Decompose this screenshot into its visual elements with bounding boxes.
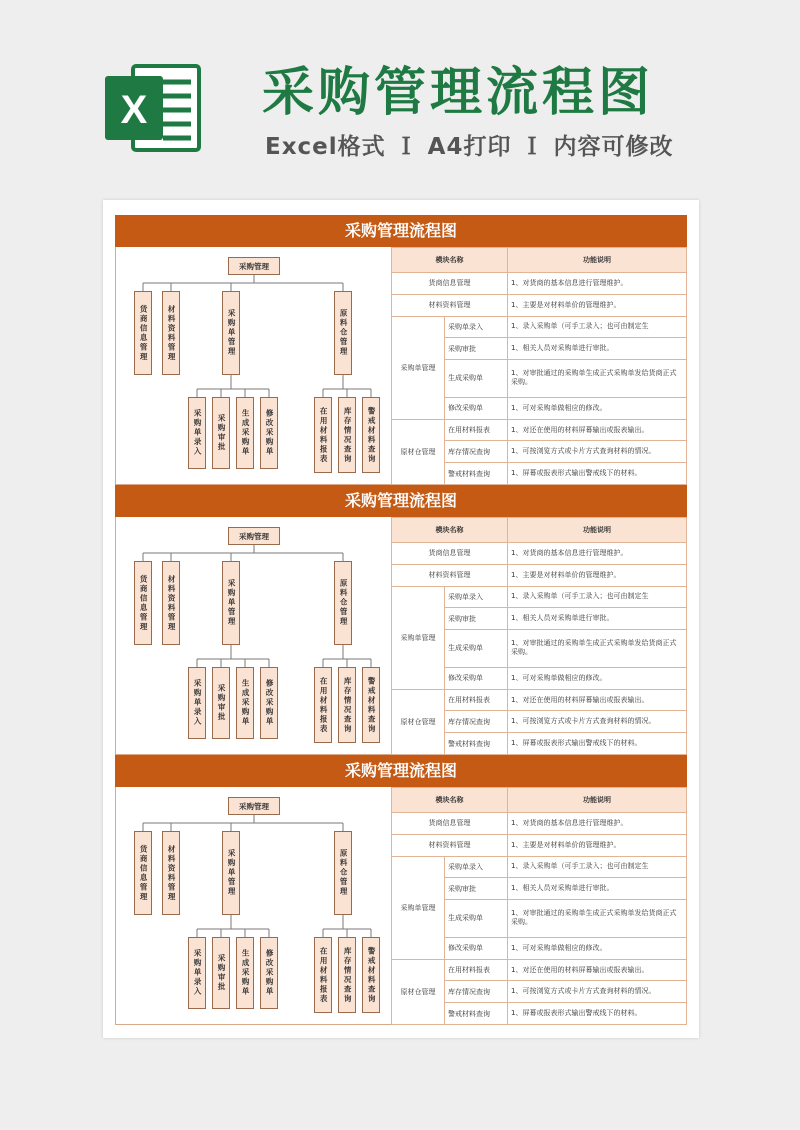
submodule-cell: 生成采购单 [445, 360, 508, 398]
chart-warehouse-child-node: 在用材料报表 [314, 397, 332, 473]
submodule-cell: 采购审批 [445, 878, 508, 900]
chart-warehouse-child-node: 库存情况查询 [338, 937, 356, 1013]
desc-cell: 1、对还在使用的材料屏幕输出或报表输出。 [508, 419, 687, 441]
chart-warehouse-child-node: 在用材料报表 [314, 667, 332, 743]
table-row [392, 543, 687, 565]
submodule-cell: 采购单录入 [445, 856, 508, 878]
column-header: 模块名称 [392, 248, 508, 273]
submodule-cell: 警戒材料查询 [445, 463, 508, 485]
submodule-cell: 采购审批 [445, 338, 508, 360]
module-cell: 原材仓管理 [392, 689, 445, 754]
table-row [392, 856, 687, 878]
module-cell: 采购单管理 [392, 316, 445, 419]
table-row [392, 689, 687, 711]
flowchart-panel-1 [115, 215, 687, 485]
function-table [391, 787, 687, 1025]
chart-purchase-child-node: 采购审批 [212, 667, 230, 739]
desc-cell: 1、可对采购单做相应的修改。 [508, 667, 687, 689]
desc-cell: 1、屏幕或报表形式输出警戒线下的材料。 [508, 463, 687, 485]
submodule-cell: 库存情况查询 [445, 441, 508, 463]
page-subtitle: Excel格式 Ｉ A4打印 Ｉ 内容可修改 [265, 134, 674, 160]
table-header-row [392, 248, 687, 273]
submodule-cell: 采购单录入 [445, 316, 508, 338]
submodule-cell: 警戒材料查询 [445, 1003, 508, 1025]
desc-cell: 1、主要是对材料单价的管理维护。 [508, 564, 687, 586]
column-header: 模块名称 [392, 518, 508, 543]
desc-cell: 1、对还在使用的材料屏幕输出或报表输出。 [508, 959, 687, 981]
desc-cell: 1、屏幕或报表形式输出警戒线下的材料。 [508, 1003, 687, 1025]
chart-purchase-child-node: 生成采购单 [236, 667, 254, 739]
module-cell: 材料资料管理 [392, 834, 508, 856]
module-cell: 采购单管理 [392, 586, 445, 689]
desc-cell: 1、对审批通过的采购单生成正式采购单发给货商正式采购。 [508, 630, 687, 668]
chart-level1-node: 材料资料管理 [162, 291, 180, 375]
desc-cell: 1、可按浏览方式或卡片方式查询材料的情况。 [508, 441, 687, 463]
table-header-row [392, 788, 687, 813]
chart-level1-node: 材料资料管理 [162, 561, 180, 645]
table-row [392, 959, 687, 981]
chart-purchase-child-node: 修改采购单 [260, 937, 278, 1009]
submodule-cell: 修改采购单 [445, 937, 508, 959]
panel-title: 采购管理流程图 [115, 485, 687, 517]
org-chart [115, 787, 391, 1025]
chart-level1-node: 货商信息管理 [134, 561, 152, 645]
table-row [392, 294, 687, 316]
chart-level1-node: 原料仓管理 [334, 561, 352, 645]
submodule-cell: 采购审批 [445, 608, 508, 630]
chart-purchase-child-node: 生成采购单 [236, 397, 254, 469]
desc-cell: 1、对货商的基本信息进行管理维护。 [508, 543, 687, 565]
desc-cell: 1、对审批通过的采购单生成正式采购单发给货商正式采购。 [508, 360, 687, 398]
chart-level1-node: 原料仓管理 [334, 831, 352, 915]
submodule-cell: 库存情况查询 [445, 711, 508, 733]
chart-level1-node: 货商信息管理 [134, 831, 152, 915]
submodule-cell: 生成采购单 [445, 630, 508, 668]
table-row [392, 586, 687, 608]
submodule-cell: 警戒材料查询 [445, 733, 508, 755]
page-header [0, 0, 800, 195]
chart-purchase-child-node: 采购审批 [212, 937, 230, 1009]
submodule-cell: 修改采购单 [445, 667, 508, 689]
chart-warehouse-child-node: 警戒材料查询 [362, 667, 380, 743]
desc-cell: 1、可按浏览方式或卡片方式查询材料的情况。 [508, 981, 687, 1003]
chart-root-node: 采购管理 [228, 527, 280, 545]
desc-cell: 1、对还在使用的材料屏幕输出或报表输出。 [508, 689, 687, 711]
chart-purchase-child-node: 生成采购单 [236, 937, 254, 1009]
desc-cell: 1、可对采购单做相应的修改。 [508, 937, 687, 959]
chart-root-node: 采购管理 [228, 257, 280, 275]
function-table [391, 517, 687, 755]
desc-cell: 1、对货商的基本信息进行管理维护。 [508, 813, 687, 835]
chart-level1-node: 材料资料管理 [162, 831, 180, 915]
table-header-row [392, 518, 687, 543]
chart-warehouse-child-node: 库存情况查询 [338, 667, 356, 743]
module-cell: 材料资料管理 [392, 294, 508, 316]
chart-purchase-child-node: 采购审批 [212, 397, 230, 469]
submodule-cell: 采购单录入 [445, 586, 508, 608]
chart-root-node: 采购管理 [228, 797, 280, 815]
module-cell: 材料资料管理 [392, 564, 508, 586]
function-table [391, 247, 687, 485]
chart-warehouse-child-node: 警戒材料查询 [362, 937, 380, 1013]
chart-warehouse-child-node: 警戒材料查询 [362, 397, 380, 473]
org-chart [115, 517, 391, 755]
table-row [392, 564, 687, 586]
column-header: 功能说明 [508, 248, 687, 273]
chart-level1-node: 采购单管理 [222, 291, 240, 375]
column-header: 模块名称 [392, 788, 508, 813]
chart-level1-node: 原料仓管理 [334, 291, 352, 375]
desc-cell: 1、相关人员对采购单进行审批。 [508, 338, 687, 360]
desc-cell: 1、主要是对材料单价的管理维护。 [508, 294, 687, 316]
desc-cell: 1、相关人员对采购单进行审批。 [508, 608, 687, 630]
submodule-cell: 在用材料报表 [445, 419, 508, 441]
table-row [392, 316, 687, 338]
desc-cell: 1、屏幕或报表形式输出警戒线下的材料。 [508, 733, 687, 755]
excel-logo-icon [103, 58, 203, 158]
table-row [392, 834, 687, 856]
column-header: 功能说明 [508, 518, 687, 543]
module-cell: 采购单管理 [392, 856, 445, 959]
flowchart-panel-3 [115, 755, 687, 1025]
panel-title: 采购管理流程图 [115, 215, 687, 247]
desc-cell: 1、可对采购单做相应的修改。 [508, 397, 687, 419]
submodule-cell: 在用材料报表 [445, 689, 508, 711]
spreadsheet-preview [103, 200, 699, 1038]
desc-cell: 1、对审批通过的采购单生成正式采购单发给货商正式采购。 [508, 900, 687, 938]
desc-cell: 1、录入采购单（可手工录入；也可由制定生 [508, 586, 687, 608]
module-cell: 货商信息管理 [392, 543, 508, 565]
chart-purchase-child-node: 修改采购单 [260, 667, 278, 739]
chart-purchase-child-node: 修改采购单 [260, 397, 278, 469]
submodule-cell: 生成采购单 [445, 900, 508, 938]
module-cell: 货商信息管理 [392, 813, 508, 835]
chart-purchase-child-node: 采购单录入 [188, 397, 206, 469]
submodule-cell: 修改采购单 [445, 397, 508, 419]
submodule-cell: 在用材料报表 [445, 959, 508, 981]
column-header: 功能说明 [508, 788, 687, 813]
org-chart [115, 247, 391, 485]
desc-cell: 1、录入采购单（可手工录入；也可由制定生 [508, 856, 687, 878]
chart-purchase-child-node: 采购单录入 [188, 937, 206, 1009]
submodule-cell: 库存情况查询 [445, 981, 508, 1003]
desc-cell: 1、可按浏览方式或卡片方式查询材料的情况。 [508, 711, 687, 733]
chart-warehouse-child-node: 库存情况查询 [338, 397, 356, 473]
desc-cell: 1、主要是对材料单价的管理维护。 [508, 834, 687, 856]
chart-level1-node: 货商信息管理 [134, 291, 152, 375]
chart-level1-node: 采购单管理 [222, 831, 240, 915]
desc-cell: 1、相关人员对采购单进行审批。 [508, 878, 687, 900]
table-row [392, 273, 687, 295]
chart-warehouse-child-node: 在用材料报表 [314, 937, 332, 1013]
chart-level1-node: 采购单管理 [222, 561, 240, 645]
module-cell: 原材仓管理 [392, 959, 445, 1024]
desc-cell: 1、录入采购单（可手工录入；也可由制定生 [508, 316, 687, 338]
panel-title: 采购管理流程图 [115, 755, 687, 787]
logo-letter: X [120, 88, 148, 132]
desc-cell: 1、对货商的基本信息进行管理维护。 [508, 273, 687, 295]
table-row [392, 813, 687, 835]
module-cell: 货商信息管理 [392, 273, 508, 295]
chart-purchase-child-node: 采购单录入 [188, 667, 206, 739]
flowchart-panel-2 [115, 485, 687, 755]
page-title: 采购管理流程图 [262, 63, 655, 123]
module-cell: 原材仓管理 [392, 419, 445, 484]
table-row [392, 419, 687, 441]
